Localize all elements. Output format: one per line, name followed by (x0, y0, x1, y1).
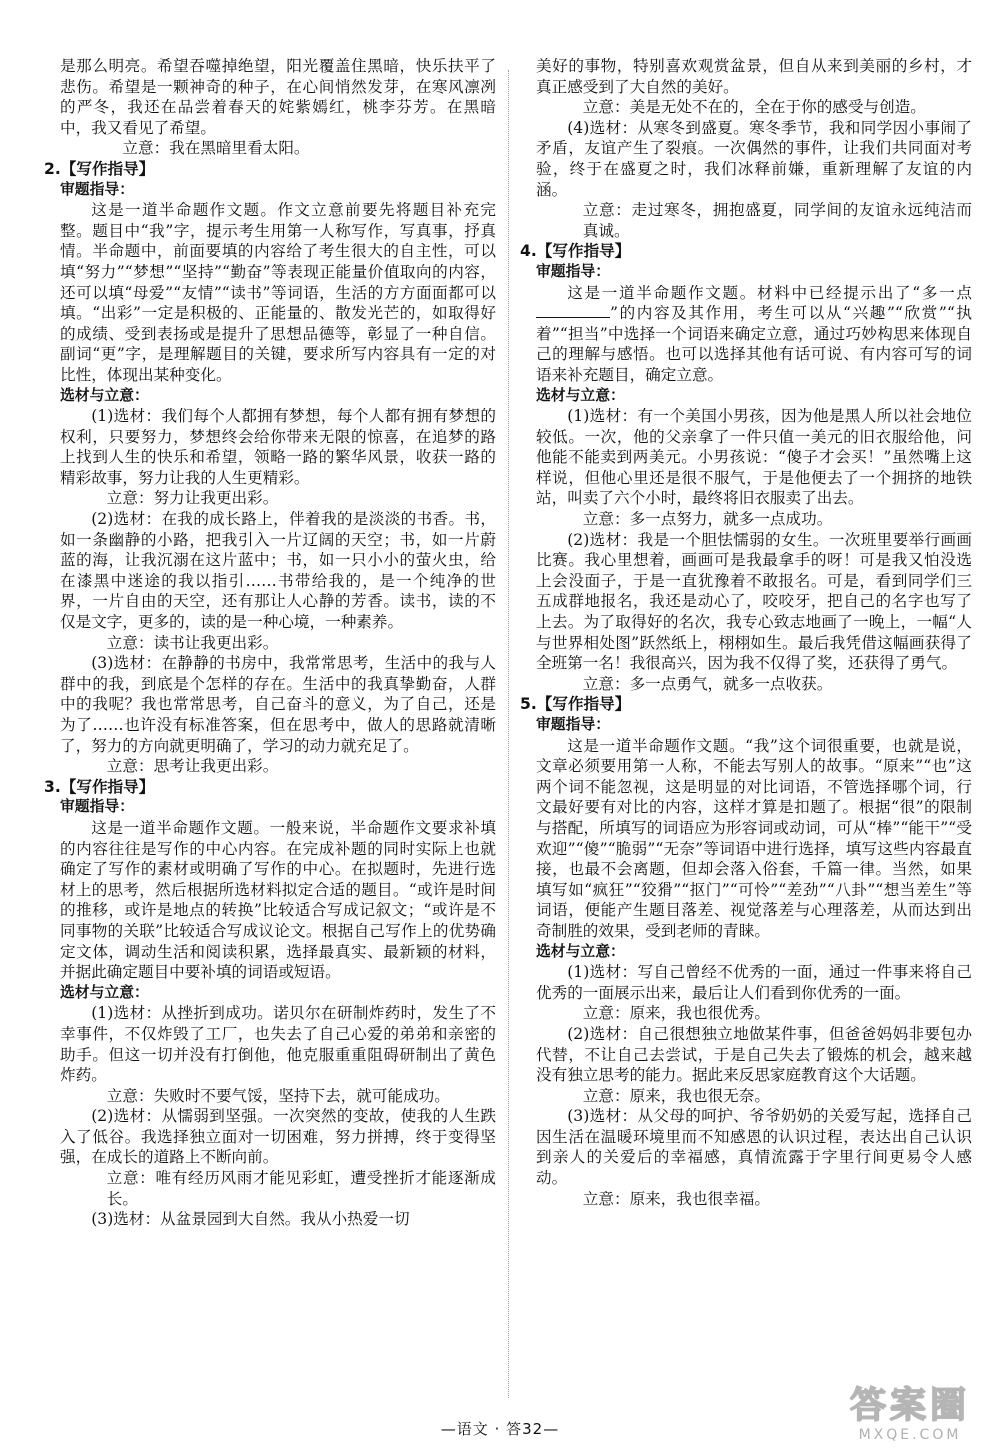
section-3-xuancai-label: 选材与立意： (60, 983, 149, 1001)
section-4-item-1: (1)选材：有一个美国小男孩，因为他是黑人所以社会地位较低。一次，他的父亲拿了一件只值一美元的旧衣服给他，问他能不能卖到两美元。小男孩说：“傻子才会买！”虽然嘴上这样说，但他心里还是很不服气，于是他便去了一个拥挤的地铁站，叫卖了六个小时，最终将旧衣服卖了出去。 (536, 407, 972, 508)
section-3-item-4: (4)选材：从寒冬到盛夏。寒冬季节，我和同学因小事闹了矛盾，友谊产生了裂痕。一次偶然的事件，让我们共同面对考验，终于在盛夏之时，我们冰释前嫌，重新理解了友谊的内涵。 (536, 118, 972, 199)
section-4-item-2-lizhi: 立意：多一点勇气，就多一点收获。 (582, 674, 833, 693)
section-2-shenti-label: 审题指导： (60, 180, 134, 198)
section-2-item-3: (3)选材：在静静的书房中，我常常思考，生活中的我与人群中的我，到底是个怎样的存在。生活中的我真挚勤奋，人群中的我呢？我也常常思考，自己奋斗的意义，为了自己，还是为了……也许没有标准答案，但在思考中，做人的思路就清晰了，努力的方向就更明确了，学习的动力就充足了。 (60, 654, 496, 755)
section-4-item-2: (2)选材：我是一个胆怯懦弱的女生。一次班里要举行画画比赛。我心里想着，画画可是我最拿手的呀！可是我又怕没选上会没面子，于是一直犹豫着不敢报名。可是，看到同学们三五成群地报名，我还是动心了，咬咬牙，把自己的名字也写了上去。为了取得好的名次，我专心致志地画了一晚上，一幅“人与世界相处图”跃然纸上，栩栩如生。最后我凭借这幅画获得了全班第一名！我很高兴，因为我不仅得了奖，还获得了勇气。 (536, 530, 972, 673)
section-3-item-2-lizhi: 立意：唯有经历风雨才能见彩虹，遭受挫折才能逐渐成长。 (106, 1169, 496, 1208)
section-5-heading: 5.【写作指导】 (520, 695, 631, 714)
section-4-shenti-part-a: 这是一道半命题作文题。材料中已经提示出了“多一点 (567, 283, 972, 302)
section-2-heading: 2.【写作指导】 (44, 159, 155, 178)
section-3-item-4-lizhi: 立意：走过寒冬，拥抱盛夏，同学间的友谊永远纯洁而真诚。 (582, 201, 972, 240)
intro-paragraph: 是那么明亮。希望吞噬掉绝望，阳光覆盖住黑暗，快乐扶平了悲伤。希望是一颗神奇的种子，在心间悄然发芽，在寒风凛冽的严冬，我还在品尝着春天的姹紫嫣红，桃李芬芳。在黑暗中，我又看见了希望。 (60, 57, 496, 137)
section-5-shenti-label: 审题指导： (536, 716, 610, 733)
section-3-item-3-continued: 美好的事物，特别喜欢观赏盆景，但自从来到美丽的乡村，才真正感受到了大自然的美好。 (536, 57, 972, 96)
section-4-xuancai-label: 选材与立意： (536, 386, 625, 404)
section-2-xuancai-label: 选材与立意： (60, 386, 149, 404)
section-5-item-1: (1)选材：写自己曾经不优秀的一面，通过一件事来将自己优秀的一面展示出来，最后让人们看到你优秀的一面。 (536, 963, 972, 1002)
section-3-shenti: 这是一道半命题作文题。一般来说，半命题作文要求补填的内容往往是写作的中心内容。在完成补题的同时实际上也就确定了写作的素材或明确了写作的中心。在拟题时，先进行选材上的思考，然后根据所选材料拟定合适的题目。“或许是时间的推移，或许是地点的转换”比较适合写成记叙文；“或许是不同事物的关联”比较适合写成议论文。根据自己写作上的优势确定文体，调动生活和阅读积累，选择最真实、最新颖的材料，并据此确定题目中要补填的词语或短语。 (60, 818, 496, 982)
section-5-item-2: (2)选材：自己很想独立地做某件事，但爸爸妈妈非要包办代替，不让自己去尝试，于是自己失去了锻炼的机会，越来越没有独立思考的能力。据此来反思家庭教育这个大话题。 (536, 1024, 972, 1085)
section-2-item-2-lizhi: 立意：读书让我更出彩。 (106, 633, 279, 652)
section-4-shenti-part-b: ”的内容及其作用，考生可以从“兴趣”“欣赏”“执着”“担当”中选择一个词语来确定立意，通过巧妙构思来体现自己的理解与感悟。也可以选择其他有话可说、有内容可写的词语来补充题目，确定立意。 (536, 304, 972, 384)
watermark-logo-text: 答案圈 (849, 1385, 970, 1426)
section-3-item-2: (2)选材：从懦弱到坚强。一次突然的变故，使我的人生跌入了低谷。我选择独立面对一切困难，努力拼搏，终于变得坚强，在成长的道路上不断向前。 (60, 1107, 496, 1167)
section-5-item-1-lizhi: 立意：原来，我也很优秀。 (582, 1004, 770, 1023)
section-5-item-2-lizhi: 立意：原来，我也很无奈。 (582, 1086, 770, 1105)
section-2-item-1: (1)选材：我们每个人都拥有梦想，每个人都有拥有梦想的权利，只要努力，梦想终会给你带来无限的惊喜，在追梦的路上找到人生的快乐和希望，领略一路的繁华风景，收获一路的精彩故事，努力让我的人生更精彩。 (60, 407, 496, 487)
column-divider (508, 70, 509, 1398)
section-4-item-1-lizhi: 立意：多一点努力，就多一点成功。 (582, 510, 833, 529)
section-2-item-1-lizhi: 立意：努力让我更出彩。 (106, 489, 279, 508)
right-column (520, 56, 972, 1209)
section-5-item-3: (3)选材：从父母的呵护、爷爷奶奶的关爱写起，选择自己因生活在温暖环境里而不知感恩的认识过程，表达出自己认识到亲人的关爱后的幸福感，真情流露于字里行间更易令人感动。 (536, 1107, 972, 1188)
section-3-shenti-label: 审题指导： (60, 798, 134, 816)
section-3-heading: 3.【写作指导】 (44, 777, 155, 796)
site-watermark-logo (830, 1386, 990, 1452)
section-4-heading: 4.【写作指导】 (520, 242, 631, 261)
page-footer: —语文 · 答32— (440, 1420, 560, 1438)
section-5-item-3-lizhi: 立意：原来，我也很幸福。 (582, 1189, 770, 1208)
left-column (44, 56, 496, 1230)
section-2-item-2: (2)选材：在我的成长路上，伴着我的是淡淡的书香。书，如一条幽静的小路，把我引入一片辽阔的天空；书，如一片蔚蓝的海，让我沉溺在这片蓝中；书，如一只小小的萤火虫，给在漆黑中迷途的我以指引……书带给我的，是一个纯净的世界，一片自由的天空，还有那让人心静的芳香。读书，读的不仅是文字，更多的，读的是一种心境，一种素养。 (60, 510, 496, 632)
section-2-shenti: 这是一道半命题作文题。作文立意前要先将题目补充完整。题目中“我”字，提示考生用第一人称写作，写真事，抒真情。半命题中，前面要填的内容给了考生很大的自主性，可以填“努力”“梦想”“坚持”“勤奋”等表现正能量价值取向的内容，还可以填“母爱”“友情”“读书”等词语，生活的方方面面都可以填。“出彩”一定是积极的、正能量的、散发光芒的，如取得好的成绩、受到表扬或是提升了思想品德等，彰显了一种自信。副词“更”字，是理解题目的关键，要求所写内容具有一定的对比性，体现出某种变化。 (60, 201, 496, 384)
section-3-item-3-start: (3)选材：从盆景园到大自然。我从小热爱一切 (91, 1210, 410, 1229)
section-4-shenti (536, 283, 972, 386)
section-5-xuancai-label: 选材与立意： (536, 942, 625, 960)
section-3-item-1: (1)选材：从挫折到成功。诺贝尔在研制炸药时，发生了不幸事件，不仅炸毁了工厂，也失去了自己心爱的弟弟和亲密的助手。但这一切并没有打倒他，他克服重重阻碍研制出了黄色炸药。 (60, 1004, 496, 1085)
fill-in-blank (536, 303, 610, 318)
intro-lizhi: 立意：我在黑暗里看太阳。 (122, 139, 310, 158)
section-5-shenti: 这是一道半命题作文题。“我”这个词很重要，也就是说，文章必须要用第一人称，不能去写别人的故事。“原来”“也”这两个词不能忽视，这是明显的对比词语，不管选择哪个词，行文最好要有对比的内容，这样才算是扣题了。根据“很”的限制与搭配，所填写的词语应为形容词或动词，可从“棒”“能干”“受欢迎”“傻”“脆弱”“无奈”等词语中进行选择，填写这些内容最直接，也最不会离题，但却会落入俗套，千篇一律。当然，如果填写如“疯狂”“狡猾”“抠门”“可怜”“差劲”“八卦”“想当差生”等词语，便能产生题目落差、视觉落差与心理落差，从而达到出奇制胜的效果，受到老师的青睐。 (536, 736, 972, 940)
section-3-item-3-lizhi: 立意：美是无处不在的，全在于你的感受与创造。 (582, 98, 926, 117)
section-4-shenti-label: 审题指导： (536, 262, 610, 280)
section-2-item-3-lizhi: 立意：思考让我更出彩。 (106, 757, 279, 776)
watermark-site-text: MXQE.COM (858, 1427, 962, 1443)
section-3-item-1-lizhi: 立意：失败时不要气馁，坚持下去，就可能成功。 (106, 1086, 450, 1105)
